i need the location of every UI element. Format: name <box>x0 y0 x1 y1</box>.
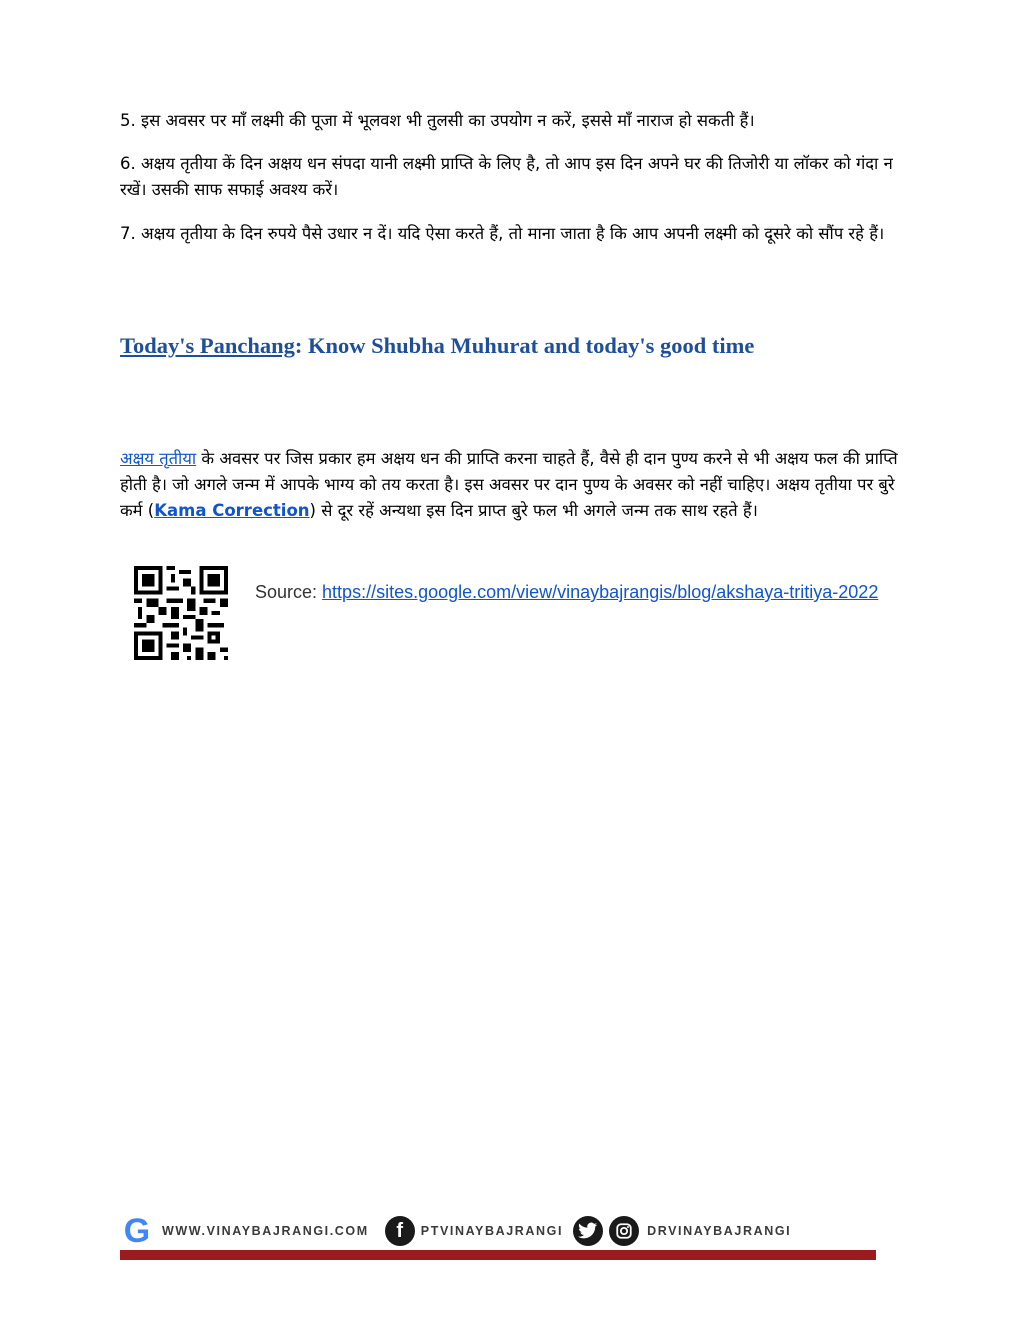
footer <box>120 1212 876 1262</box>
akshaya-paragraph <box>120 446 904 524</box>
qr-code <box>134 566 228 660</box>
footer-bar <box>120 1250 876 1260</box>
source-url-link[interactable]: https://sites.google.com/view/vinaybajrangis/blog/akshaya-tritiya-2022 <box>322 582 879 602</box>
footer-website: WWW.VINAYBAJRANGI.COM <box>162 1224 369 1238</box>
akshaya-tritiya-link[interactable]: अक्षय तृतीया <box>120 449 197 468</box>
facebook-icon: f <box>385 1216 415 1246</box>
footer-social-handle: DRVINAYBAJRANGI <box>647 1224 792 1238</box>
footer-facebook-handle: PTVINAYBAJRANGI <box>420 1224 564 1238</box>
paragraph-text-1: के अवसर पर जिस प्रकार हम अक्षय धन की प्राप्ति करना चाहते हैं, वैसे ही दान पुण्य करने से भी अक्षय फल की प्राप्ति होती है। जो अगले जन्म में आपके भाग्य को तय करता है। इस अवसर पर दान पुण्य के अवसर को नहीं चाहिए। अक्षय तृतीया पर बुरे कर्म ( <box>120 449 898 520</box>
twitter-icon <box>573 1216 603 1246</box>
panchang-link[interactable]: Today's Panchang <box>120 333 295 358</box>
source-label: Source: <box>255 582 323 602</box>
point-6: 6. अक्षय तृतीया कें दिन अक्षय धन संपदा यानी लक्ष्मी प्राप्ति के लिए है, तो आप इस दिन अपने घर की तिजोरी या लॉकर को गंदा न रखें। उसकी साफ सफाई अवश्य करें। <box>120 154 893 199</box>
point-7: 7. अक्षय तृतीया के दिन रुपये पैसे उधार न दें। यदि ऐसा करते हैं, तो माना जाता है कि आप अपनी लक्ष्मी को दूसरे को सौंप रहे हैं। <box>120 224 885 243</box>
kama-correction-link[interactable]: Kama Correction <box>154 501 310 520</box>
paragraph-text-2: ) से दूर रहें अन्यथा इस दिन प्राप्त बुरे फल भी अगले जन्म तक साथ रहते हैं। <box>309 501 758 520</box>
instagram-icon <box>609 1216 639 1246</box>
source-line <box>255 579 915 605</box>
heading-rest: : Know Shubha Muhurat and today's good time <box>294 333 755 358</box>
google-icon: G <box>123 1211 151 1250</box>
point-5: 5. इस अवसर पर माँ लक्ष्मी की पूजा में भूलवश भी तुलसी का उपयोग न करें, इससे माँ नाराज हो सकती हैं। <box>120 111 755 130</box>
panchang-heading <box>120 333 904 359</box>
footer-row <box>120 1212 876 1250</box>
